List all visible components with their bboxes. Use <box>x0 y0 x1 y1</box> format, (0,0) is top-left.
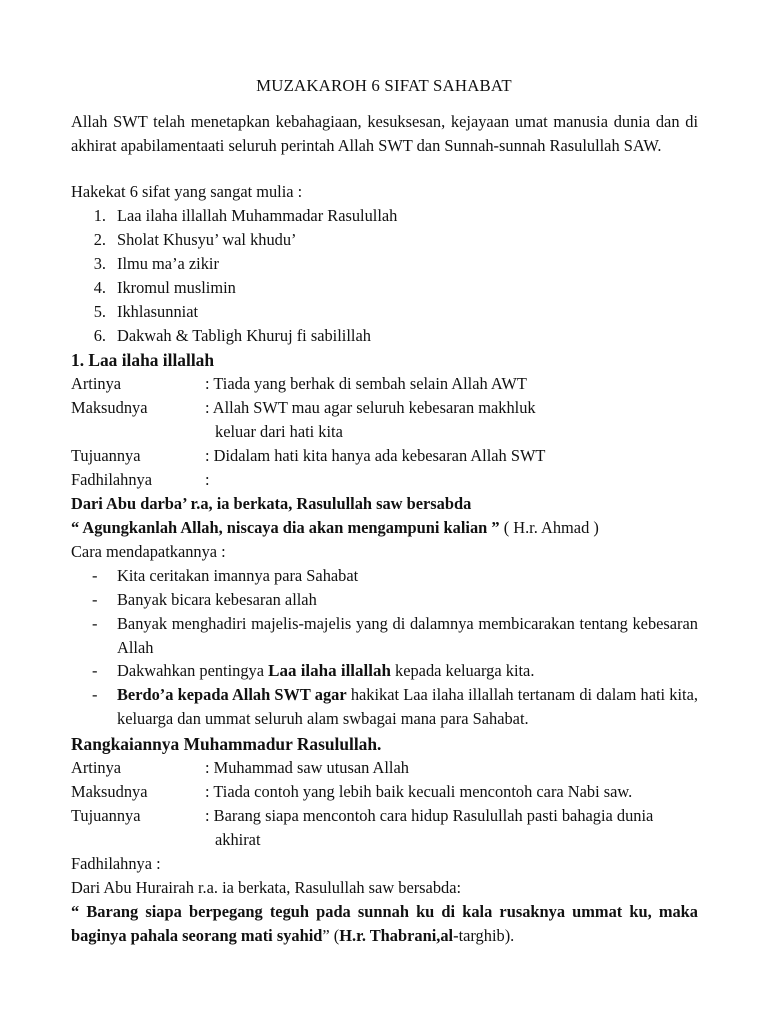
list-item-text: Laa ilaha illallah Muhammadar Rasulullah <box>117 206 398 225</box>
list-item: Banyak menghadiri majelis-majelis yang di dalamnya membicarakan tentang kebesaran Allah <box>117 614 698 658</box>
maksudnya-value: : Allah SWT mau agar seluruh kebesaran makhluk <box>205 398 536 417</box>
list-item-number: 3. <box>93 254 106 273</box>
hadith-quote-paragraph <box>71 900 698 948</box>
list-item-emphasis: Laa ilaha illallah <box>268 661 391 680</box>
list-item: Banyak bicara kebesaran allah <box>117 590 317 609</box>
list-item-text: Sholat Khusyu’ wal khudu’ <box>117 230 297 249</box>
list-item-text: Dakwah & Tabligh Khuruj fi sabilillah <box>117 326 371 345</box>
list-item <box>117 659 534 683</box>
bullet-dash: - <box>92 614 98 633</box>
document-title: MUZAKAROH 6 SIFAT SAHABAT <box>256 76 512 95</box>
fadhilah-label: Fadhilahnya : <box>71 854 161 873</box>
intro-paragraph: Allah SWT telah menetapkan kebahagiaan, kesuksesan, kejayaan umat manusia dunia dan di akhirat apabilamentaati seluruh perintah Allah SWT dan Sunnah-sunnah Rasulullah SAW. <box>71 112 698 156</box>
tujuannya-label: Tujuannya <box>71 446 141 465</box>
bullet-dash: - <box>92 685 98 704</box>
hakekat-line: Hakekat 6 sifat yang sangat mulia : <box>71 182 303 201</box>
fadhilah-label: Fadhilahnya <box>71 470 153 489</box>
hadith-quote: nya pahala seorang mati syahid <box>101 926 323 946</box>
hadith-source: H.r. Thabrani,al <box>339 926 454 946</box>
tujuannya-value: : Barang siapa mencontoh cara hidup Rasulullah pasti bahagia dunia <box>205 806 654 825</box>
fadhilah-value: : <box>205 470 210 489</box>
bullet-dash: - <box>92 661 98 680</box>
list-item <box>117 683 698 731</box>
bullet-dash: - <box>92 566 98 585</box>
list-item-number: 6. <box>93 326 106 345</box>
hadith-line <box>71 516 599 540</box>
list-item-text: Ikromul muslimin <box>117 278 236 297</box>
artinya-value: : Muhammad saw utusan Allah <box>205 758 409 777</box>
list-item-emphasis: Berdo’a kepada Allah SWT agar <box>117 685 347 704</box>
maksudnya-label: Maksudnya <box>71 398 148 417</box>
cara-heading: Cara mendapatkannya : <box>71 542 226 561</box>
tujuannya-value-cont: akhirat <box>215 830 261 849</box>
maksudnya-value: : Tiada contoh yang lebih baik kecuali mencontoh cara Nabi saw. <box>205 782 633 801</box>
list-item-text: hakikat Laa ilaha illallah tertanam di dalam hati kita, keluarga dan ummat seluruh alam swbagai mana para Sahabat. <box>117 685 698 729</box>
list-item-text: Dakwahkan pentingya <box>117 661 269 680</box>
list-item-number: 4. <box>93 278 106 297</box>
list-item-number: 5. <box>93 302 106 321</box>
hadith-quote: “ Agungkanlah Allah, niscaya dia akan mengampuni kalian ” <box>71 518 500 537</box>
hadith-quote: “ Barang siapa berpegang teguh pada sunnah ku di kala rusaknya ummat ku, maka bagi <box>71 902 698 946</box>
list-item-text: Ikhlasunniat <box>117 302 199 321</box>
hadith-source: -targhib). <box>453 926 515 946</box>
bullet-dash: - <box>92 590 98 609</box>
hadith-source: ( H.r. Ahmad ) <box>499 518 599 537</box>
hadith-quote-close: ” ( <box>322 926 340 946</box>
hadith-intro: Dari Abu Hurairah r.a. ia berkata, Rasulullah saw bersabda: <box>71 878 462 897</box>
maksudnya-value-cont: keluar dari hati kita <box>215 422 343 441</box>
section2-heading: Rangkaiannya Muhammadur Rasulullah. <box>71 734 382 754</box>
hadith-intro: Dari Abu darba’ r.a, ia berkata, Rasulullah saw bersabda <box>71 494 472 513</box>
list-item-number: 2. <box>93 230 106 249</box>
tujuannya-label: Tujuannya <box>71 806 141 825</box>
artinya-value: : Tiada yang berhak di sembah selain Allah AWT <box>205 374 527 393</box>
tujuannya-value: : Didalam hati kita hanya ada kebesaran Allah SWT <box>205 446 546 465</box>
list-item-text: kepada keluarga kita. <box>390 661 535 680</box>
list-item-text: Ilmu ma’a zikir <box>117 254 219 273</box>
maksudnya-label: Maksudnya <box>71 782 148 801</box>
artinya-label: Artinya <box>71 374 122 393</box>
artinya-label: Artinya <box>71 758 122 777</box>
list-item: Kita ceritakan imannya para Sahabat <box>117 566 359 585</box>
section1-heading: 1. Laa ilaha illallah <box>71 350 215 370</box>
list-item-number: 1. <box>93 206 106 225</box>
